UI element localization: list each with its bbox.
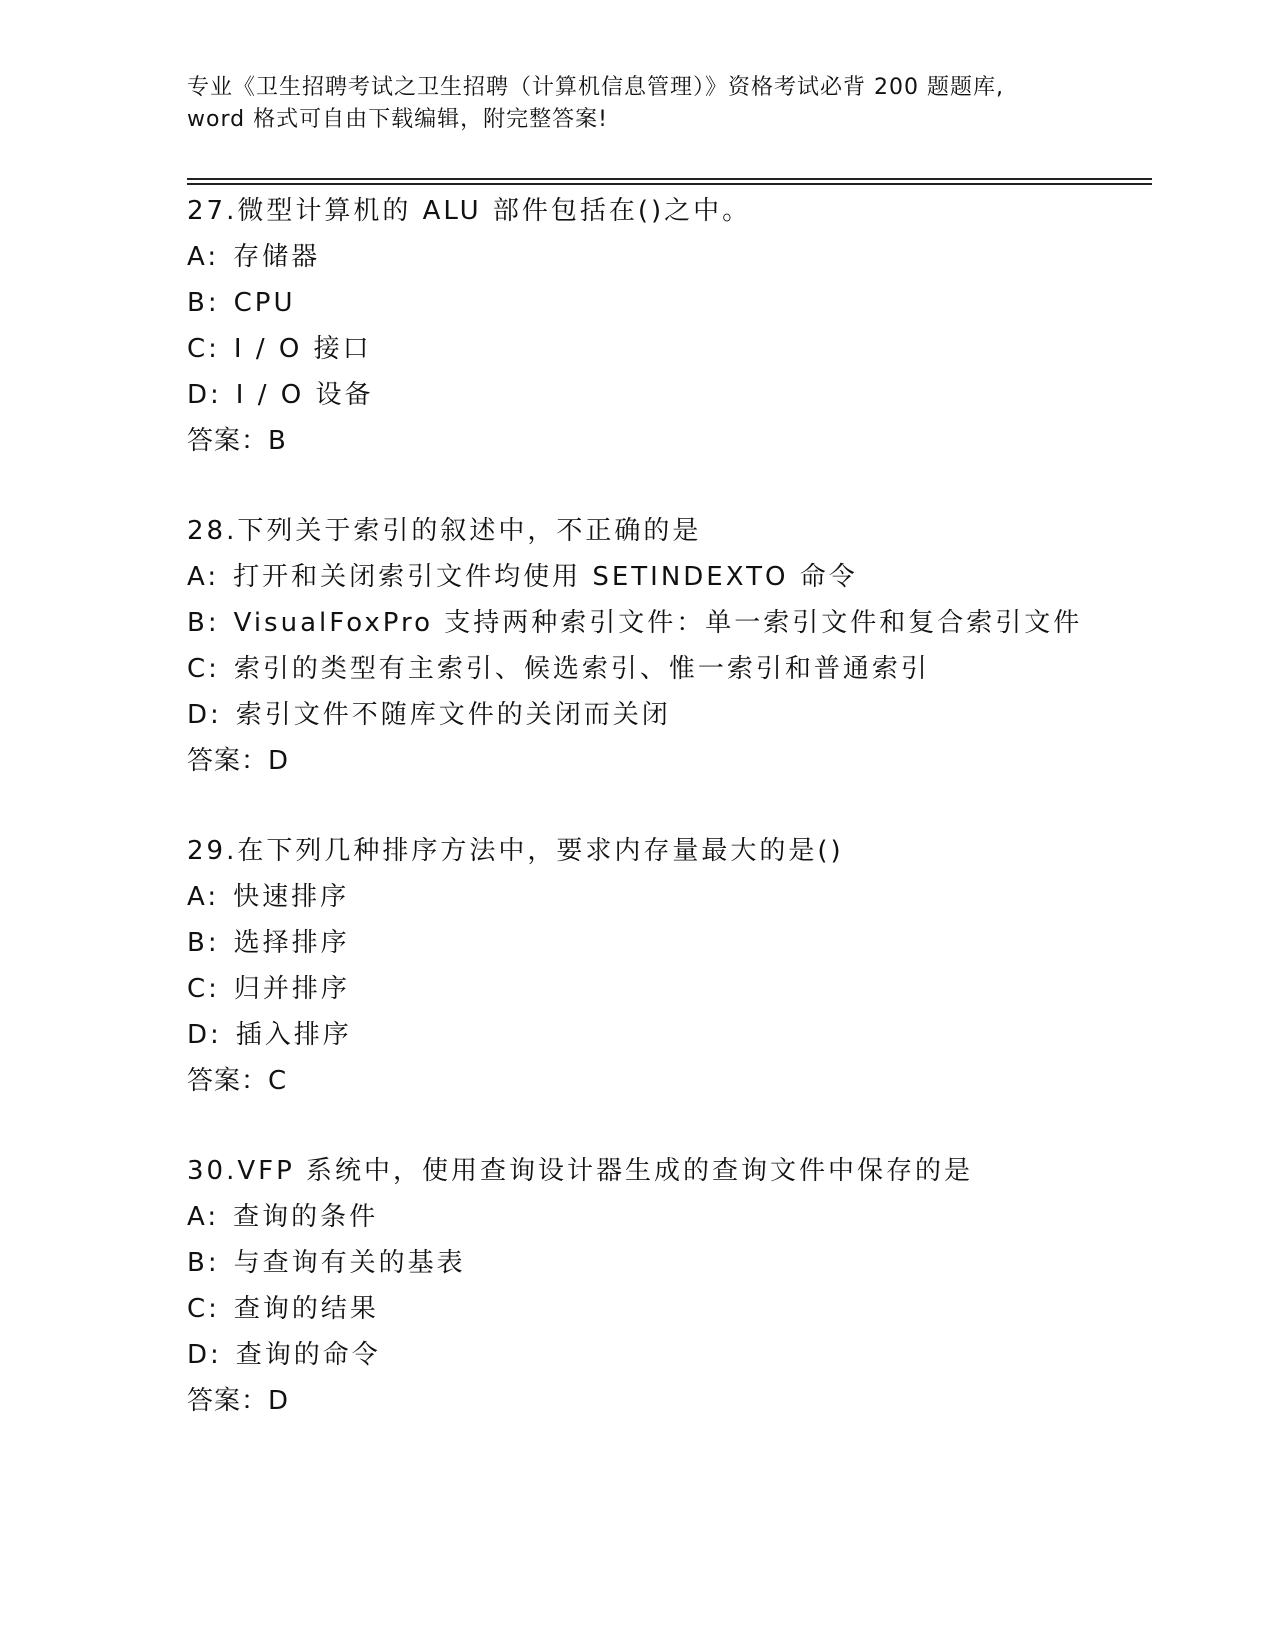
option-b xyxy=(187,920,1152,966)
question-30 xyxy=(187,1148,1152,1424)
option-label: C: xyxy=(187,1294,220,1324)
option-text: 索引文件不随库文件的关闭而关闭 xyxy=(235,700,671,730)
answer-line: 答案：D xyxy=(187,1386,290,1416)
header-line-1: 专业《卫生招聘考试之卫生招聘（计算机信息管理）》资格考试必背 200 题题库, xyxy=(187,75,1004,100)
option-c xyxy=(187,966,1152,1012)
option-text: 查询的条件 xyxy=(233,1202,379,1232)
option-label: C: xyxy=(187,334,220,364)
option-label: A: xyxy=(187,242,220,272)
option-c xyxy=(187,326,1152,372)
option-d xyxy=(187,1332,1152,1378)
option-label: B: xyxy=(187,608,220,638)
option-a xyxy=(187,234,1152,280)
option-label: B: xyxy=(187,928,220,958)
option-text: VisualFoxPro 支持两种索引文件：单一索引文件和复合索引文件 xyxy=(233,608,1083,638)
question-stem: 29.在下列几种排序方法中，要求内存量最大的是() xyxy=(187,836,844,866)
question-list xyxy=(187,188,1152,1424)
option-label: D: xyxy=(187,380,222,410)
option-b xyxy=(187,1240,1152,1286)
option-label: C: xyxy=(187,654,220,684)
option-label: D: xyxy=(187,1340,222,1370)
header-line-2: word 格式可自由下载编辑，附完整答案! xyxy=(187,107,608,132)
option-text: 与查询有关的基表 xyxy=(233,1248,466,1278)
option-text: 索引的类型有主索引、候选索引、惟一索引和普通索引 xyxy=(233,654,930,684)
option-a xyxy=(187,554,1152,600)
option-d xyxy=(187,692,1152,738)
option-b xyxy=(187,600,1152,646)
question-27 xyxy=(187,188,1152,464)
option-text: 查询的命令 xyxy=(235,1340,381,1370)
option-b xyxy=(187,280,1152,326)
header-divider-bottom xyxy=(187,183,1152,185)
question-stem: 28.下列关于索引的叙述中，不正确的是 xyxy=(187,516,702,546)
option-text: 存储器 xyxy=(233,242,321,272)
answer-line: 答案：C xyxy=(187,1066,288,1096)
option-a xyxy=(187,874,1152,920)
option-text: I / O 接口 xyxy=(233,334,372,364)
header-divider-top xyxy=(187,178,1152,180)
option-text: 插入排序 xyxy=(235,1020,352,1050)
option-a xyxy=(187,1194,1152,1240)
option-d xyxy=(187,372,1152,418)
option-c xyxy=(187,646,1152,692)
question-29 xyxy=(187,828,1152,1104)
answer-line: 答案：B xyxy=(187,426,287,456)
document-header xyxy=(187,72,1087,136)
option-label: A: xyxy=(187,562,220,592)
option-text: I / O 设备 xyxy=(235,380,374,410)
option-d xyxy=(187,1012,1152,1058)
option-label: D: xyxy=(187,700,222,730)
question-stem: 30.VFP 系统中，使用查询设计器生成的查询文件中保存的是 xyxy=(187,1156,974,1186)
question-28 xyxy=(187,508,1152,784)
option-label: B: xyxy=(187,288,220,318)
question-stem: 27.微型计算机的 ALU 部件包括在()之中。 xyxy=(187,196,752,226)
option-text: 选择排序 xyxy=(233,928,350,958)
option-label: D: xyxy=(187,1020,222,1050)
option-text: 归并排序 xyxy=(233,974,350,1004)
option-c xyxy=(187,1286,1152,1332)
option-label: C: xyxy=(187,974,220,1004)
option-label: A: xyxy=(187,1202,220,1232)
option-text: 查询的结果 xyxy=(233,1294,379,1324)
option-label: A: xyxy=(187,882,220,912)
answer-line: 答案：D xyxy=(187,746,290,776)
option-text: 打开和关闭索引文件均使用 SETINDEXTO 命令 xyxy=(233,562,858,592)
option-label: B: xyxy=(187,1248,220,1278)
option-text: CPU xyxy=(233,288,296,318)
option-text: 快速排序 xyxy=(233,882,350,912)
